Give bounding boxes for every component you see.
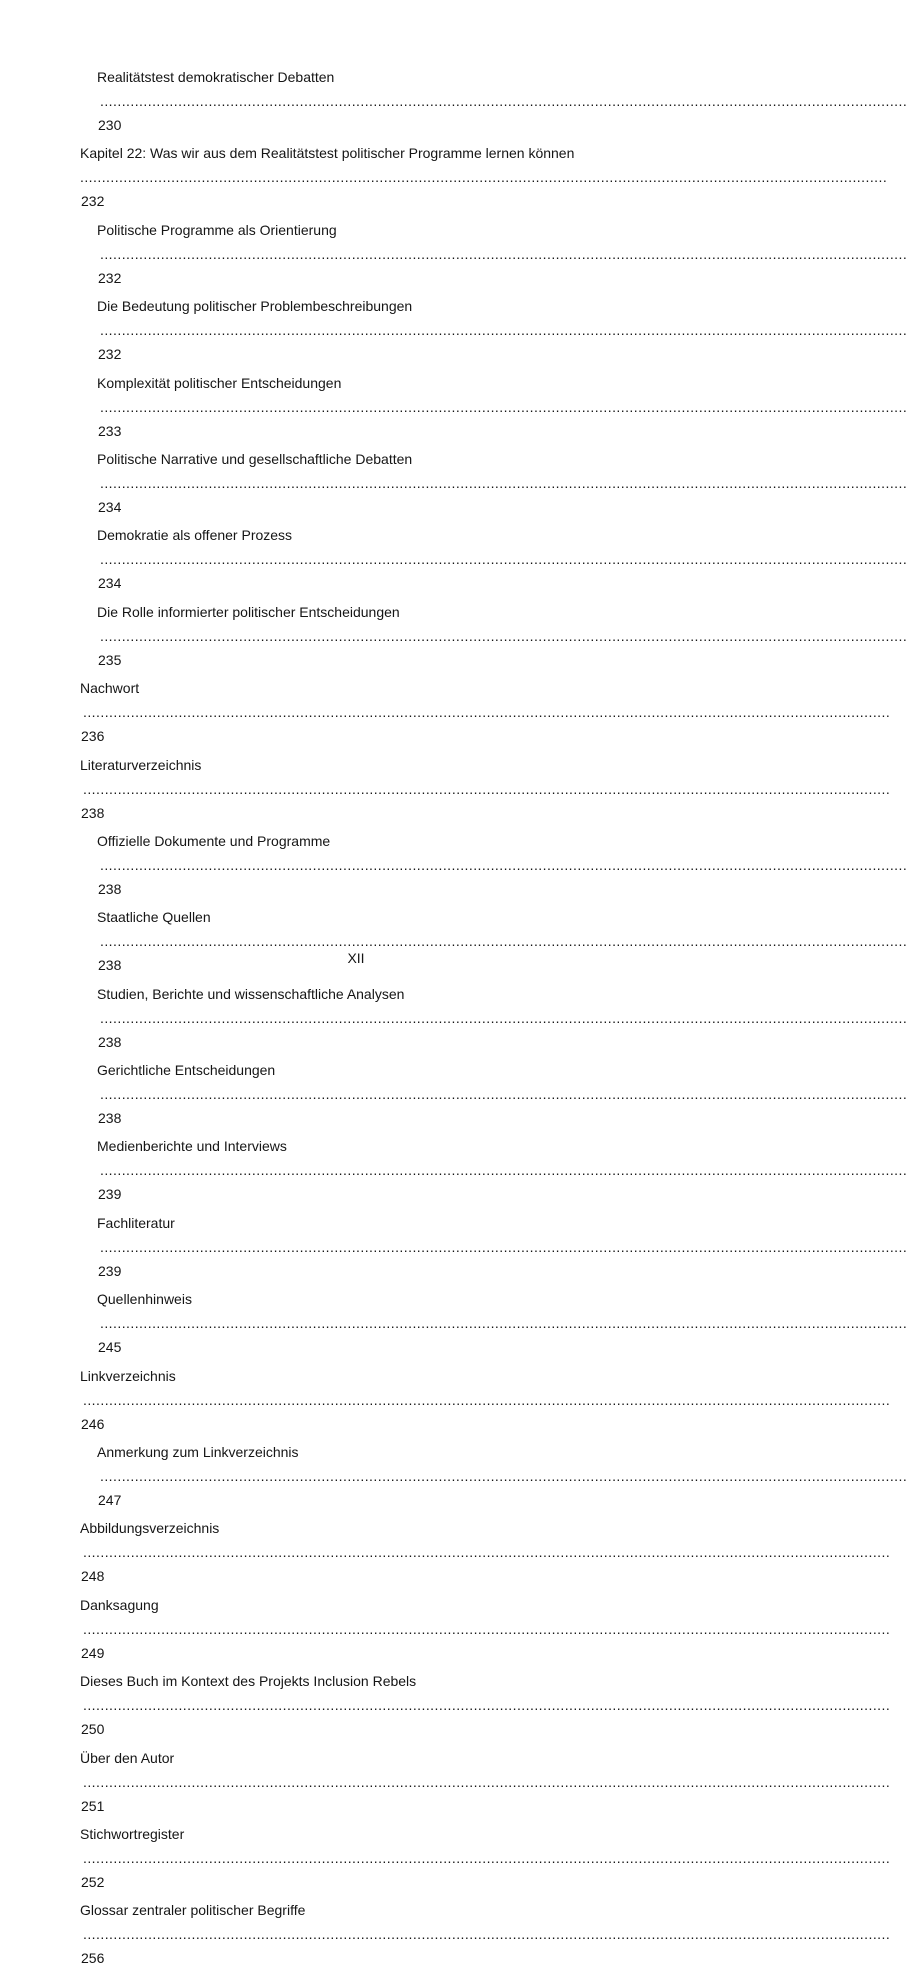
toc-entry-page: 248 bbox=[81, 1568, 105, 1585]
toc-entry-page: 238 bbox=[81, 804, 105, 821]
toc-entry-page: 238 bbox=[98, 1033, 122, 1050]
toc-entry bbox=[80, 1364, 632, 1436]
toc-entry bbox=[80, 1134, 632, 1206]
toc-entry bbox=[80, 1822, 632, 1894]
toc-leader-dots bbox=[100, 471, 632, 495]
toc-entry bbox=[80, 982, 632, 1054]
toc-entry bbox=[80, 65, 632, 137]
toc-entry-title: Realitätstest demokratischer Debatten bbox=[97, 69, 335, 85]
toc-entry-title: Stichwortregister bbox=[80, 1825, 185, 1842]
toc-entry-page: 232 bbox=[81, 193, 105, 210]
table-of-contents bbox=[80, 65, 632, 1975]
toc-leader-dots bbox=[100, 1158, 632, 1182]
toc-entry-page: 256 bbox=[81, 1950, 105, 1967]
toc-leader-dots bbox=[83, 1846, 632, 1870]
toc-entry-page: 247 bbox=[98, 1492, 122, 1509]
toc-entry-title: Dieses Buch im Kontext des Projekts Inclusion Rebels bbox=[80, 1673, 417, 1690]
toc-entry bbox=[80, 1669, 632, 1741]
toc-entry bbox=[80, 294, 632, 366]
toc-entry-title: Die Bedeutung politischer Problembeschreibungen bbox=[97, 298, 413, 315]
toc-entry-page: 234 bbox=[98, 498, 122, 515]
toc-leader-dots bbox=[83, 1922, 632, 1946]
toc-entry bbox=[80, 1898, 632, 1970]
toc-entry-title: Danksagung bbox=[80, 1596, 159, 1613]
toc-entry-title: Politische Narrative und gesellschaftliche Debatten bbox=[97, 450, 413, 467]
toc-leader-dots bbox=[100, 395, 632, 419]
toc-entry bbox=[80, 600, 632, 672]
toc-leader-dots bbox=[83, 777, 632, 801]
toc-entry-page: 233 bbox=[98, 422, 122, 439]
toc-entry-title: Demokratie als offener Prozess bbox=[97, 527, 293, 544]
toc-leader-dots bbox=[100, 1235, 632, 1259]
toc-entry-title: Linkverzeichnis bbox=[80, 1367, 176, 1384]
toc-entry-page: 232 bbox=[98, 346, 122, 363]
toc-entry-title: Glossar zentraler politischer Begriffe bbox=[80, 1902, 306, 1919]
toc-entry-page: 235 bbox=[98, 651, 122, 668]
toc-leader-dots bbox=[100, 242, 632, 266]
toc-entry-page: 252 bbox=[81, 1873, 105, 1890]
toc-entry-chapter bbox=[80, 141, 632, 213]
toc-entry-title: Über den Autor bbox=[80, 1749, 175, 1766]
toc-entry-page: 251 bbox=[81, 1797, 105, 1814]
toc-entry-page: 246 bbox=[81, 1415, 105, 1432]
toc-leader-dots bbox=[83, 1540, 632, 1564]
toc-leader-dots bbox=[83, 1693, 632, 1717]
toc-leader-dots bbox=[83, 700, 632, 724]
toc-leader-dots bbox=[100, 853, 632, 877]
toc-entry bbox=[80, 218, 632, 290]
toc-entry bbox=[80, 753, 632, 825]
toc-entry-page: 238 bbox=[98, 880, 122, 897]
toc-entry bbox=[80, 1516, 632, 1588]
toc-entry bbox=[80, 1746, 632, 1818]
toc-leader-dots bbox=[100, 624, 632, 648]
toc-entry-title: Offizielle Dokumente und Programme bbox=[97, 832, 331, 849]
toc-leader-dots bbox=[83, 1770, 632, 1794]
toc-leader-dots bbox=[100, 1464, 632, 1488]
toc-entry-page: 234 bbox=[98, 575, 122, 592]
toc-entry-page: 238 bbox=[98, 957, 122, 974]
toc-leader-dots bbox=[83, 1388, 632, 1412]
toc-entry-title: Fachliteratur bbox=[97, 1214, 175, 1231]
toc-entry bbox=[80, 1593, 632, 1665]
toc-leader-dots bbox=[100, 1311, 632, 1335]
toc-entry-title: Kapitel 22: Was wir aus dem Realitätstest politischer Programme lernen können bbox=[80, 145, 575, 162]
toc-entry bbox=[80, 676, 632, 748]
toc-entry-title: Anmerkung zum Linkverzeichnis bbox=[97, 1444, 299, 1461]
page-footer bbox=[80, 948, 632, 968]
toc-entry-page: 239 bbox=[98, 1186, 122, 1203]
toc-leader-dots bbox=[83, 1617, 632, 1641]
toc-leader-dots bbox=[100, 1082, 632, 1106]
toc-entry-page: 249 bbox=[81, 1644, 105, 1661]
toc-entry-title: Studien, Berichte und wissenschaftliche Analysen bbox=[97, 985, 405, 1002]
toc-entry-page: 232 bbox=[98, 269, 122, 286]
toc-entry-title: Literaturverzeichnis bbox=[80, 756, 202, 773]
toc-entry bbox=[80, 1287, 632, 1359]
toc-entry-page: 238 bbox=[98, 1110, 122, 1127]
toc-entry-title: Staatliche Quellen bbox=[97, 909, 211, 926]
toc-entry bbox=[80, 447, 632, 519]
toc-entry bbox=[80, 829, 632, 901]
toc-entry bbox=[80, 371, 632, 443]
folio-page-number: XII bbox=[347, 950, 365, 966]
toc-entry-page: 245 bbox=[98, 1339, 122, 1356]
toc-entry-page: 239 bbox=[98, 1262, 122, 1279]
toc-entry-title: Medienberichte und Interviews bbox=[97, 1138, 287, 1155]
toc-entry-title: Nachwort bbox=[80, 680, 140, 697]
toc-entry-title: Politische Programme als Orientierung bbox=[97, 221, 337, 238]
toc-entry-title: Die Rolle informierter politischer Entscheidungen bbox=[97, 603, 400, 620]
toc-entry bbox=[80, 1440, 632, 1512]
toc-entry bbox=[80, 523, 632, 595]
toc-leader-dots bbox=[100, 547, 632, 571]
toc-leader-dots bbox=[100, 89, 632, 113]
toc-entry bbox=[80, 1211, 632, 1283]
toc-leader-dots bbox=[100, 1006, 632, 1030]
toc-entry bbox=[80, 1058, 632, 1130]
toc-entry-page: 236 bbox=[81, 728, 105, 745]
toc-entry-page: 230 bbox=[98, 117, 122, 133]
toc-entry-title: Quellenhinweis bbox=[97, 1291, 192, 1308]
toc-leader-dots bbox=[80, 165, 632, 189]
toc-leader-dots bbox=[100, 318, 632, 342]
toc-entry-title: Komplexität politischer Entscheidungen bbox=[97, 374, 342, 391]
toc-entry-title: Gerichtliche Entscheidungen bbox=[97, 1062, 276, 1079]
toc-entry-title: Abbildungsverzeichnis bbox=[80, 1520, 220, 1537]
toc-entry-page: 250 bbox=[81, 1721, 105, 1738]
